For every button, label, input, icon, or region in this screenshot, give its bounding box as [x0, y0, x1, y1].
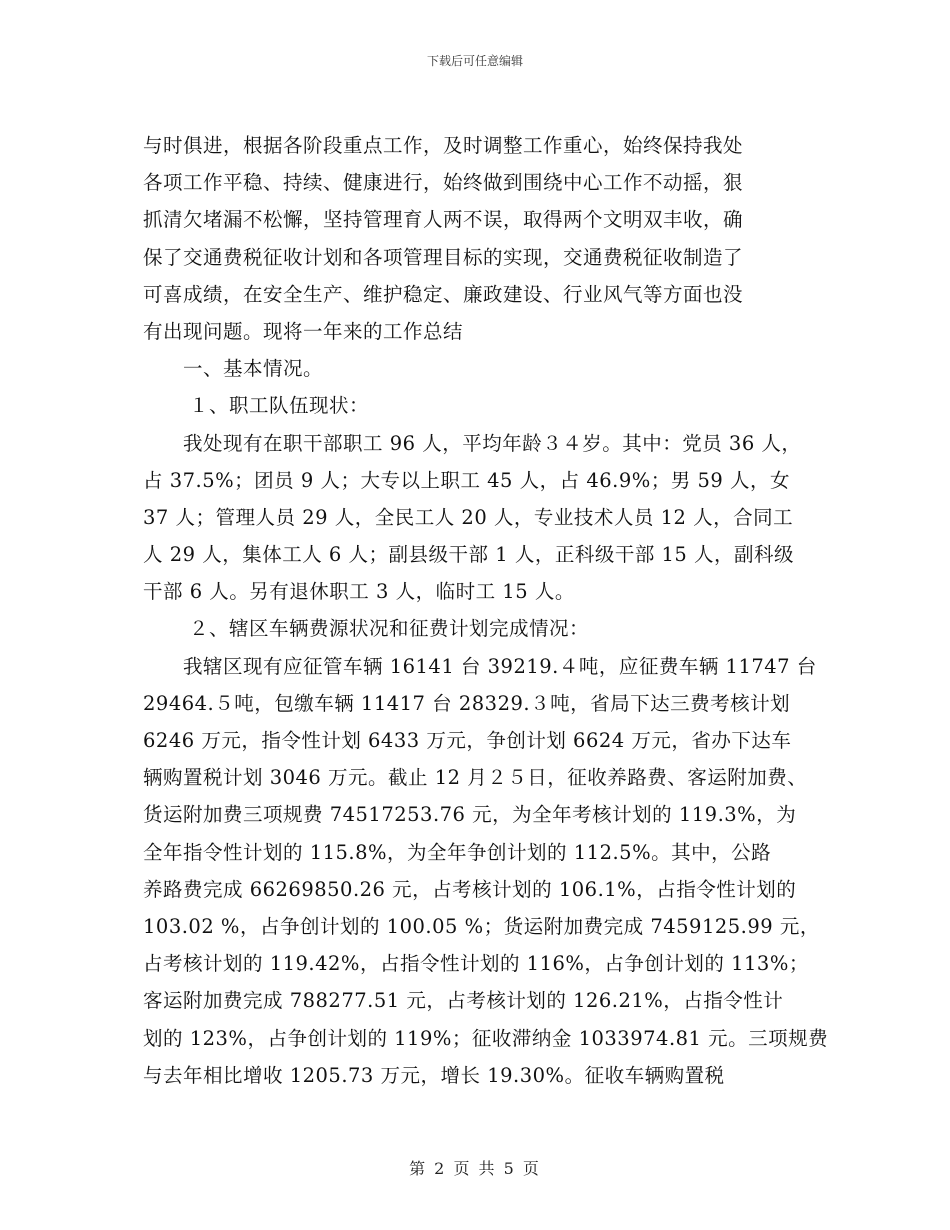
paragraph-line: 干部 6 人。另有退休职工 3 人，临时工 15 人。	[143, 580, 575, 604]
paragraph-line: 货运附加费三项规费 74517253.76 元，为全年考核计划的 119.3%，为	[143, 803, 797, 827]
subsection-heading-staff: １、职工队伍现状：	[189, 394, 370, 418]
paragraph-line: 与去年相比增收 1205.73 万元，增长 19.30%。征收车辆购置税	[143, 1063, 725, 1087]
paragraph-line: 37 人；管理人员 29 人，全民工人 20 人，专业技术人员 12 人，合同工	[143, 505, 794, 529]
paragraph-line: 可喜成绩，在安全生产、维护稳定、廉政建设、行业风气等方面也没	[143, 282, 744, 306]
paragraph-line: 103.02 %，占争创计划的 100.05 %；货运附加费完成 7459125.99 元，	[143, 914, 820, 938]
paragraph-line: 人 29 人，集体工人 6 人；副县级干部 1 人，正科级干部 15 人，副科级	[143, 543, 795, 567]
paragraph-line: 全年指令性计划的 115.8%，为全年争创计划的 112.5%。其中，公路	[143, 840, 772, 864]
paragraph-line: 划的 123%，占争创计划的 119%；征收滞纳金 1033974.81 元。三项规费	[143, 1026, 829, 1050]
paragraph-line: 抓清欠堵漏不松懈，坚持管理育人两不误，取得两个文明双丰收，确	[143, 208, 744, 232]
page-number-footer: 第 2 页 共 5 页	[409, 1159, 541, 1178]
paragraph-line: 与时俱进，根据各阶段重点工作，及时调整工作重心，始终保持我处	[143, 134, 744, 157]
paragraph-line: 我辖区现有应征管车辆 16141 台 39219.４吨，应征费车辆 11747 台	[183, 654, 817, 678]
paragraph-line: 各项工作平稳、持续、健康进行，始终做到围绕中心工作不动摇，狠	[143, 171, 744, 195]
paragraph-line: 29464.５吨，包缴车辆 11417 台 28329.３吨，省局下达三费考核计划	[143, 691, 791, 715]
paragraph-line: 客运附加费完成 788277.51 元，占考核计划的 126.21%，占指令性计	[143, 989, 784, 1013]
paragraph-line: 保了交通费税征收计划和各项管理目标的实现，交通费税征收制造了	[143, 245, 744, 269]
paragraph-line: 辆购置税计划 3046 万元。截止 12 月２５日，征收养路费、客运附加费、	[143, 766, 808, 790]
paragraph-line: 占 37.5%；团员 9 人；大专以上职工 45 人，占 46.9%；男 59 人，女	[143, 468, 791, 492]
subsection-heading-vehicles: ２、辖区车辆费源状况和征费计划完成情况：	[189, 617, 590, 641]
document-body	[143, 127, 833, 1094]
section-heading-basic: 一、基本情况。	[183, 357, 324, 381]
paragraph-line: 占考核计划的 119.42%，占指令性计划的 116%，占争创计划的 113%；	[143, 952, 809, 976]
paragraph-line: 我处现有在职干部职工 96 人，平均年龄３４岁。其中：党员 36 人，	[183, 431, 802, 455]
paragraph-line: 养路费完成 66269850.26 元，占考核计划的 106.1%，占指令性计划的	[143, 877, 797, 901]
paragraph-line: 6246 万元，指令性计划 6433 万元，争创计划 6624 万元，省办下达车	[143, 729, 792, 752]
paragraph-line: 有出现问题。现将一年来的工作总结	[143, 319, 464, 343]
page-header: 下载后可任意编辑	[426, 54, 523, 68]
